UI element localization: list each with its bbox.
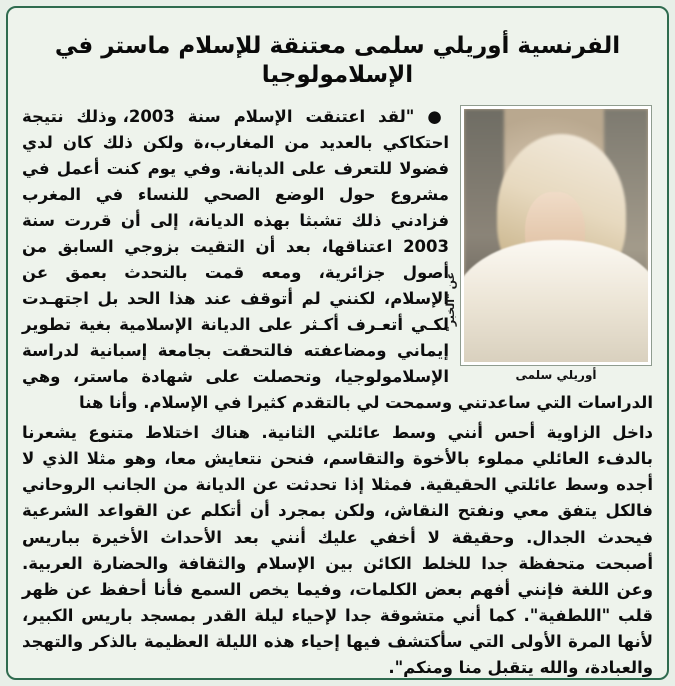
- photo-caption: أوريلي سلمى: [515, 367, 597, 382]
- photo-shawl: [461, 240, 651, 364]
- article-paragraph-1: ● "لقد اعتنقت الإسلام سنة 2003، وذلك نتيجة احتكاكي بالعديد من المغارب،ة ولكن ذلك كان لدي فضولا للتعرف على الديانة. وفي يوم كنت أعمل في مشروع حول الوضع الصحي للنساء في المغرب فزادني ذلك تشبثا بهذه الديانة، إلى أن قررت سنة 2003 اعتناقها، بعد أن التقيت بزوجي السابق من أصول جزائرية، ومعه قمت بالتحدث بعمق عن الإسلام، لكنني لم أتوقف عند هذا الحد بل اجتهـدت لكـي أتعـرف أكـثر على الديانة الإسلامية بغية تطوير إيماني ومضاعفته فالتحقت بجامعة إسبانية لدراسة الإسلامولوجيا، وتحصلت على شهادة ماستر، وهي الدراسات التي ساعدتني وسمحت لي بالتقدم كثيرا في الإسلام. وأنا هنا: [22, 106, 653, 413]
- article-frame: [6, 6, 669, 680]
- article-photo-block: [461, 106, 651, 382]
- article-body: [22, 104, 653, 681]
- source-credit: عن "الخبر": [444, 271, 457, 332]
- portrait-photo: [461, 106, 651, 365]
- article-paragraph-2: داخل الزاوية أحس أنني وسط عائلتي الثانية. هناك اختلاط متنوع يشعرنا بالدفء العائلي مملوء بالأخوة والتقاسم، فنحن نتعايش معا، وهو مثلا الذي لا أجده وسط عائلتي الحقيقية. فمثلا إذا تحدثت عن الديانة من الجانب الروحاني فالكل يتفق معي ونفتح النقاش، ولكن بمجرد أن أتكلم عن القواعد الشرعية فيحدث الجدال. وحقيقة لا أخفي عليك أنني بعد الأحداث الأخيرة بباريس أصبحت متحفظة جدا للخلط الكائن بين الإسلام والثقافة والحضارة العربية. وعن اللغة فإنني أفهم بعض الكلمات، وفيما يخص السمع فأنا أحفظ عن ظهر قلب "اللطفية". كما أني متشوقة جدا لإحياء ليلة القدر بمسجد باريس الكبير، لأنها المرة الأولى التي سأكتشف فيها إحياء هذه الليلة العظيمة بالذكر والتهجد والعبادة، والله يتقبل منا ومنكم".: [22, 423, 653, 677]
- page-title: الفرنسية أوريلي سلمى معتنقة للإسلام ماستر في الإسلامولوجيا: [54, 33, 621, 88]
